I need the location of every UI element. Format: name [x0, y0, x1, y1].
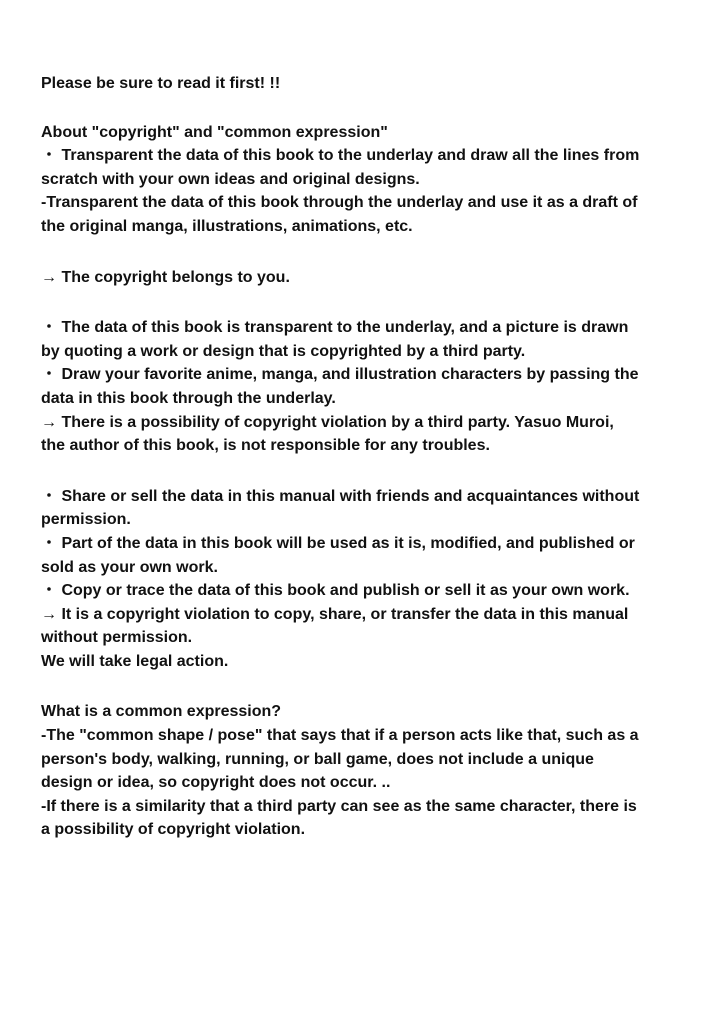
paragraph-line: ・ Part of the data in this book will be used as it is, modified, and published or [41, 534, 635, 552]
paragraph-line: without permission. [41, 629, 193, 647]
paragraph-line: -If there is a similarity that a third party can see as the same character, there is [41, 797, 637, 815]
paragraph-line: permission. [41, 511, 131, 529]
paragraph-line: data in this book through the underlay. [41, 389, 336, 407]
common-expression-heading: What is a common expression? [41, 703, 282, 721]
paragraph-line: ・ Share or sell the data in this manual with friends and acquaintances without [41, 487, 640, 505]
paragraph-line: by quoting a work or design that is copyrighted by a third party. [41, 342, 526, 360]
paragraph-line: ・ Draw your favorite anime, manga, and illustration characters by passing the [41, 366, 639, 384]
paragraph-line: → There is a possibility of copyright violation by a third party. Yasuo Muroi, [41, 413, 614, 431]
paragraph-line: person's body, walking, running, or ball game, does not include a unique [41, 750, 594, 768]
paragraph-line: ・ Copy or trace the data of this book and publish or sell it as your own work. [41, 582, 630, 600]
copyright-result: → The copyright belongs to you. [41, 268, 290, 286]
paragraph-line: -Transparent the data of this book through the underlay and use it as a draft of [41, 194, 638, 212]
paragraph-line: → It is a copyright violation to copy, share, or transfer the data in this manual [41, 605, 629, 623]
paragraph-line: a possibility of copyright violation. [41, 821, 306, 839]
paragraph-line: -The "common shape / pose" that says that if a person acts like that, such as a [41, 727, 639, 745]
paragraph-line: sold as your own work. [41, 558, 218, 576]
copyright-heading: About "copyright" and "common expression" [41, 123, 388, 141]
document-title: Please be sure to read it first! !! [41, 75, 281, 92]
paragraph-line: design or idea, so copyright does not occur. .. [41, 774, 391, 792]
paragraph-line: scratch with your own ideas and original designs. [41, 170, 420, 188]
paragraph-line: ・ Transparent the data of this book to the underlay and draw all the lines from [41, 147, 640, 165]
paragraph-line: We will take legal action. [41, 652, 229, 670]
paragraph-line: ・ The data of this book is transparent to the underlay, and a picture is drawn [41, 319, 629, 337]
paragraph-line: the author of this book, is not responsible for any troubles. [41, 437, 490, 455]
paragraph-line: the original manga, illustrations, animations, etc. [41, 217, 413, 235]
